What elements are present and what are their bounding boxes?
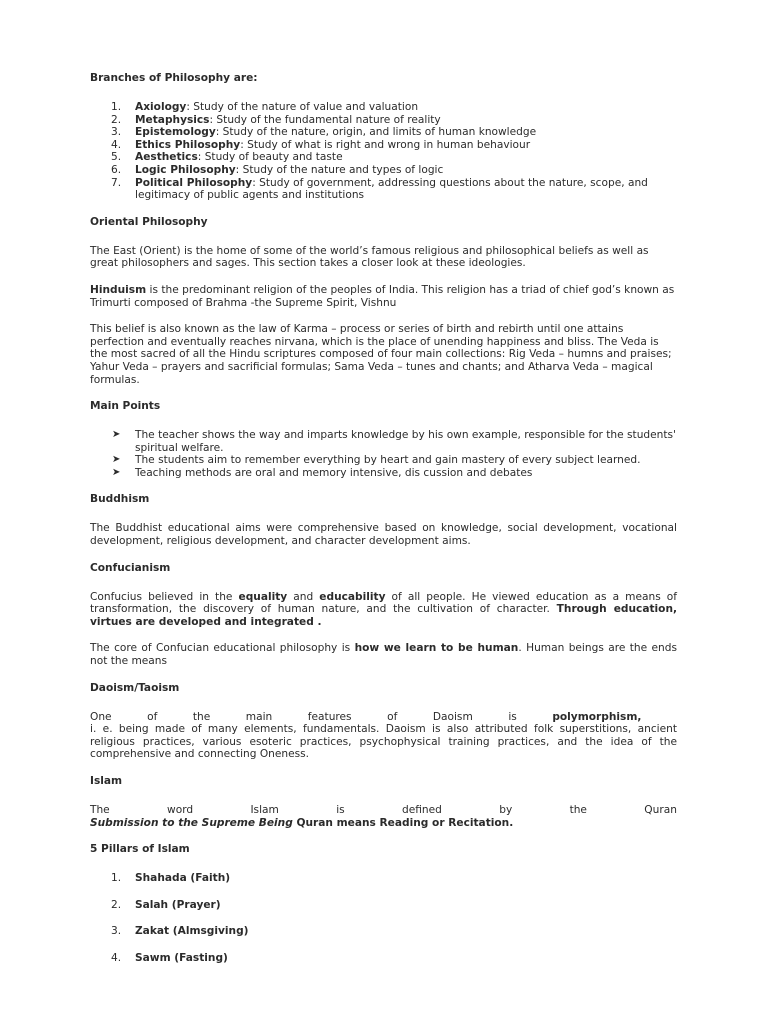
islam-paragraph: The word Islam is defined by the Quran Submission to the Supreme Being Quran means Reading or Recitation.	[90, 804, 677, 829]
buddhism-paragraph: The Buddhist educational aims were comprehensive based on knowledge, social development, vocational development, religious development, and character development aims.	[90, 522, 677, 548]
arrow-bullet-icon: ➤	[112, 454, 121, 466]
list-item: 3. Zakat (Almsgiving)	[111, 925, 249, 938]
list-item: 5. Aesthetics: Study of beauty and taste	[111, 151, 343, 164]
list-item: ➤ Teaching methods are oral and memory intensive, dis cussion and debates	[112, 466, 533, 479]
list-item: 4. Ethics Philosophy: Study of what is right and wrong in human behaviour	[111, 138, 531, 151]
hinduism-term: Hinduism	[90, 283, 147, 296]
list-item: 7. Political Philosophy: Study of government, addressing questions about the nature, scope, and legitimacy of public agents and institutions	[111, 176, 648, 202]
main-points-heading: Main Points	[90, 400, 161, 413]
confucianism-heading: Confucianism	[90, 561, 171, 574]
pillars-heading: 5 Pillars of Islam	[90, 843, 190, 856]
arrow-bullet-icon: ➤	[112, 466, 121, 478]
arrow-bullet-icon: ➤	[112, 429, 121, 441]
daoism-heading: Daoism/Taoism	[90, 681, 180, 694]
islam-first-line: The word Islam is defined by the Quran	[90, 804, 677, 816]
list-item: 1. Shahada (Faith)	[111, 872, 231, 885]
daoism-first-line: One of the main features of Daoism is polymorphism,	[90, 710, 642, 723]
branches-heading: Branches of Philosophy are:	[90, 72, 258, 84]
list-item: 6. Logic Philosophy: Study of the nature and types of logic	[111, 163, 444, 176]
oriental-heading: Oriental Philosophy	[90, 215, 208, 228]
document-body	[90, 72, 677, 979]
confucianism-paragraph-1: Confucius believed in the equality and educability of all people. He viewed education as a means of transformation, the discovery of human nature, and the cultivation of character. Through education, virtues are developed and integrated .	[90, 590, 678, 628]
list-item: 1. Axiology: Study of the nature of value and valuation	[111, 101, 419, 113]
pillars-list	[90, 872, 677, 964]
list-item: ➤ The students aim to remember everything by heart and gain mastery of every subject learned.	[112, 454, 641, 467]
karma-paragraph: This belief is also known as the law of Karma – process or series of birth and rebirth until one attains perfection and eventually reaches nirvana, which is the place of unending happiness and bliss. The Veda is the most sacred of all the Hindu scriptures composed of four main collections: Rig Veda – humns and praises; Yahur Veda – prayers and sacrificial formulas; Sama Veda – tunes and chants; and Atharva Veda – magical formulas.	[90, 323, 672, 386]
confucianism-paragraph-2: The core of Confucian educational philosophy is how we learn to be human. Human beings are the ends not the means	[90, 642, 677, 668]
main-points-list	[90, 429, 677, 479]
buddhism-heading: Buddhism	[90, 493, 150, 506]
oriental-intro: The East (Orient) is the home of some of the world’s famous religious and philosophical beliefs as well as great philosophers and sages. This section takes a closer look at these ideologies.	[90, 244, 649, 270]
daoism-paragraph: One of the main features of Daoism is polymorphism, i. e. being made of many elements, fundamentals. Daoism is also attributed folk superstitions, ancient religious practices, various esoteric practices, psychophysical training practices, and the idea of the comprehensive and connecting Oneness.	[90, 710, 677, 761]
list-item: 2. Salah (Prayer)	[111, 898, 221, 911]
list-item: 2. Metaphysics: Study of the fundamental nature of reality	[111, 113, 441, 126]
hinduism-paragraph: Hinduism is the predominant religion of the peoples of India. This religion has a triad of chief god’s known as Trimurti composed of Brahma -the Supreme Spirit, Vishnu	[90, 283, 675, 309]
branches-list	[90, 101, 677, 202]
islam-heading: Islam	[90, 775, 123, 787]
list-item: 4. Sawm (Fasting)	[111, 951, 228, 964]
list-item: 3. Epistemology: Study of the nature, origin, and limits of human knowledge	[111, 126, 537, 139]
list-item: ➤ The teacher shows the way and imparts knowledge by his own example, responsible for the students' spiritual welfare.	[112, 429, 676, 454]
